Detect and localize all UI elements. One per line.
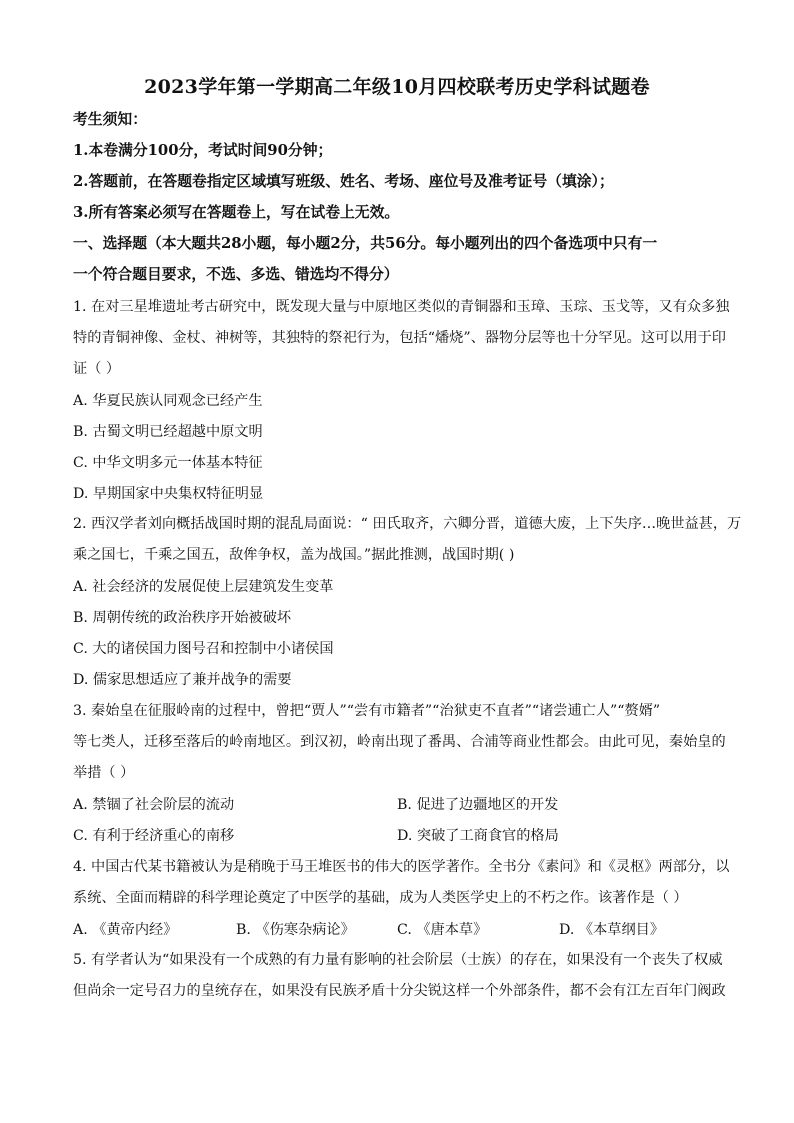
question-2-option-c[interactable]: C. 大的诸侯国力图号召和控制中小诸侯国 — [73, 641, 334, 657]
question-2-option-b[interactable]: B. 周朝传统的政治秩序开始被破坏 — [73, 610, 292, 626]
question-4-option-a[interactable]: A. 《黄帝内经》 — [73, 922, 178, 938]
notice-item: 3.所有答案必须写在答题卷上，写在试卷上无效。 — [73, 204, 400, 221]
question-2-option-a[interactable]: A. 社会经济的发展促使上层建筑发生变革 — [73, 579, 334, 595]
question-3-text: 3. 秦始皇在征服岭南的过程中，曾把“贾人”“尝有市籍者”“治狱吏不直者”“诸尝逋亡人”“赘婿” — [73, 703, 661, 719]
question-3-option-d[interactable]: D. 突破了工商食官的格局 — [397, 828, 559, 844]
question-1-option-b[interactable]: B. 古蜀文明已经超越中原文明 — [73, 424, 263, 440]
question-1-text: 证（ ） — [73, 361, 121, 377]
question-4-option-c[interactable]: C. 《唐本草》 — [397, 922, 488, 938]
question-3-option-a[interactable]: A. 禁锢了社会阶层的流动 — [73, 797, 235, 813]
question-1-text: 特的青铜神像、金杖、神树等，其独特的祭祀行为，包括“燔烧”、器物分层等也十分罕见。这可以用于印 — [73, 330, 726, 346]
question-5-text: 但尚余一定号召力的皇统存在，如果没有民族矛盾十分尖锐这样一个外部条件，都不会有江左百年门阀政 — [73, 983, 726, 999]
question-3-text: 举措（ ） — [73, 765, 135, 781]
notice-item: 1.本卷满分100分，考试时间90分钟； — [73, 142, 333, 159]
question-4-option-d[interactable]: D. 《本草纲目》 — [559, 922, 665, 938]
question-4-text: 4. 中国古代某书籍被认为是稍晚于马王堆医书的伟大的医学著作。全书分《素问》和《灵枢》两部分，以 — [73, 859, 730, 875]
question-2-text: 2. 西汉学者刘向概括战国时期的混乱局面说：“ 田氏取齐，六卿分晋，道德大废，上下失序…晚世益甚，万 — [73, 516, 742, 532]
question-4-text: 系统、全面而精辟的科学理论奠定了中医学的基础，成为人类医学史上的不朽之作。该著作是（ ） — [73, 890, 688, 906]
question-4-option-b[interactable]: B. 《伤寒杂病论》 — [236, 922, 355, 938]
question-1-text: 1. 在对三星堆遗址考古研究中，既发现大量与中原地区类似的青铜器和玉璋、玉琮、玉戈等，又有众多独 — [73, 299, 730, 315]
question-3-text: 等七类人，迁移至落后的岭南地区。到汉初，岭南出现了番禺、合浦等商业性都会。由此可见，秦始皇的 — [73, 734, 726, 750]
notice-heading: 考生须知： — [73, 111, 147, 128]
question-2-text: 乘之国七，千乘之国五，敌侔争权，盖为战国。”据此推测，战国时期( ) — [73, 547, 515, 563]
notice-item: 2.答题前，在答题卷指定区域填写班级、姓名、考场、座位号及准考证号（填涂）； — [73, 173, 614, 190]
question-1-option-d[interactable]: D. 早期国家中央集权特征明显 — [73, 486, 264, 502]
exam-title: 2023学年第一学期高二年级10月四校联考历史学科试题卷 — [144, 76, 650, 98]
section-heading: 一、选择题（本大题共28小题，每小题2分，共56分。每小题列出的四个备选项中只有一 — [73, 235, 658, 252]
question-2-option-d[interactable]: D. 儒家思想适应了兼并战争的需要 — [73, 672, 292, 688]
question-3-option-b[interactable]: B. 促进了边疆地区的开发 — [397, 797, 559, 813]
section-heading-cont: 一个符合题目要求，不选、多选、错选均不得分） — [73, 266, 399, 283]
question-1-option-a[interactable]: A. 华夏民族认同观念已经产生 — [73, 393, 263, 409]
question-3-option-c[interactable]: C. 有利于经济重心的南移 — [73, 828, 235, 844]
question-5-text: 5. 有学者认为“如果没有一个成熟的有力量有影响的社会阶层（士族）的存在，如果没有一个丧失了权威 — [73, 952, 723, 968]
question-1-option-c[interactable]: C. 中华文明多元一体基本特征 — [73, 455, 263, 471]
